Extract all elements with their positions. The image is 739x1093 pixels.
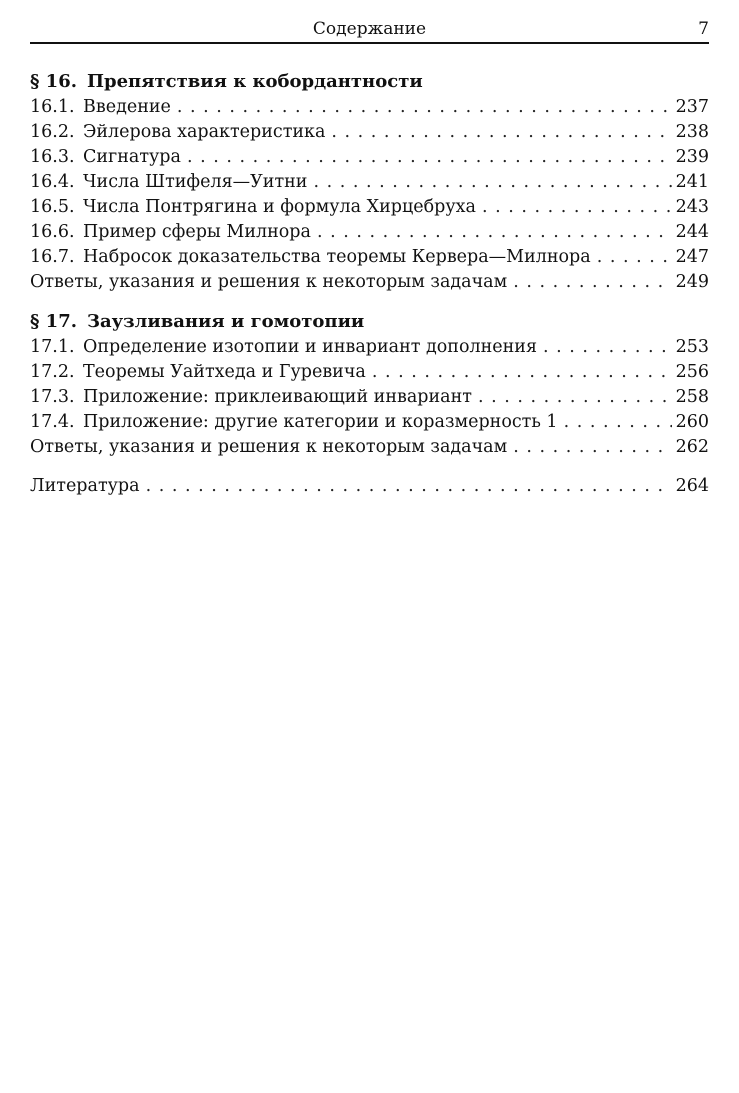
toc-entry[interactable] (30, 410, 709, 435)
entry-number: 16.4. (30, 172, 75, 192)
toc-entry[interactable] (30, 360, 709, 385)
dot-leader (317, 220, 672, 245)
dot-leader (482, 195, 672, 220)
entry-page: 260 (675, 412, 709, 432)
entry-page: 249 (675, 272, 709, 292)
entry-page: 264 (675, 476, 709, 496)
entry-title: Пример сферы Милнора (83, 222, 311, 242)
entry-number: 17.4. (30, 412, 75, 432)
toc-entry[interactable] (30, 335, 709, 360)
dot-leader (177, 95, 672, 120)
running-header (30, 0, 709, 44)
entry-page: 241 (675, 172, 709, 192)
dot-leader (513, 435, 671, 460)
toc-literature (30, 474, 709, 499)
entry-title: Ответы, указания и решения к некоторым задачам (30, 437, 508, 457)
entry-title: Эйлерова характеристика (83, 122, 326, 142)
header-title: Содержание (312, 19, 427, 39)
toc-entry[interactable] (30, 195, 709, 220)
section-heading[interactable] (30, 309, 709, 335)
section-heading[interactable] (30, 69, 709, 95)
entry-title: Литература (30, 476, 140, 496)
toc-entry[interactable] (30, 145, 709, 170)
entry-title: Введение (83, 97, 171, 117)
toc-entry[interactable] (30, 170, 709, 195)
entry-title: Числа Понтрягина и формула Хирцебруха (83, 197, 476, 217)
section-title: Заузливания и гомотопии (87, 311, 365, 332)
entry-page: 247 (675, 247, 709, 267)
dot-leader (187, 145, 672, 170)
entry-title: Определение изотопии и инвариант дополнения (83, 337, 538, 357)
entry-page: 258 (675, 387, 709, 407)
entry-page: 239 (675, 147, 709, 167)
entry-page: 237 (675, 97, 709, 117)
toc-entry[interactable] (30, 120, 709, 145)
dot-leader (313, 170, 671, 195)
entry-page: 244 (675, 222, 709, 242)
toc-entry[interactable] (30, 245, 709, 270)
entry-number: 17.2. (30, 362, 75, 382)
section-number: § 17. (30, 311, 77, 332)
entry-title: Теоремы Уайтхеда и Гуревича (83, 362, 366, 382)
entry-title: Приложение: приклеивающий инвариант (83, 387, 472, 407)
dot-leader (331, 120, 671, 145)
entry-title: Ответы, указания и решения к некоторым задачам (30, 272, 508, 292)
dot-leader (146, 474, 672, 499)
dot-leader (564, 410, 672, 435)
dot-leader (478, 385, 672, 410)
section-number: § 16. (30, 71, 77, 92)
toc-entry[interactable] (30, 220, 709, 245)
toc-section-16 (30, 69, 709, 295)
dot-leader (597, 245, 672, 270)
entry-title: Сигнатура (83, 147, 181, 167)
entry-number: 16.3. (30, 147, 75, 167)
entry-page: 256 (675, 362, 709, 382)
header-page-number: 7 (698, 19, 709, 39)
dot-leader (372, 360, 672, 385)
entry-number: 17.1. (30, 337, 75, 357)
entry-title: Числа Штифеля—Уитни (83, 172, 308, 192)
entry-page: 253 (675, 337, 709, 357)
toc-answers-entry[interactable] (30, 270, 709, 295)
entry-title: Приложение: другие категории и коразмерность 1 (83, 412, 558, 432)
entry-number: 16.6. (30, 222, 75, 242)
section-title: Препятствия к кобордантности (87, 71, 423, 92)
toc-answers-entry[interactable] (30, 435, 709, 460)
dot-leader (543, 335, 672, 360)
toc-literature-entry[interactable] (30, 474, 709, 499)
entry-number: 17.3. (30, 387, 75, 407)
entry-number: 16.1. (30, 97, 75, 117)
entry-title: Набросок доказательства теоремы Кервера—Милнора (83, 247, 591, 267)
entry-page: 262 (675, 437, 709, 457)
dot-leader (513, 270, 671, 295)
entry-page: 238 (675, 122, 709, 142)
entry-number: 16.5. (30, 197, 75, 217)
toc-section-17 (30, 309, 709, 460)
entry-number: 16.7. (30, 247, 75, 267)
entry-page: 243 (675, 197, 709, 217)
toc-page (30, 0, 709, 499)
toc-entry[interactable] (30, 95, 709, 120)
toc-entry[interactable] (30, 385, 709, 410)
entry-number: 16.2. (30, 122, 75, 142)
